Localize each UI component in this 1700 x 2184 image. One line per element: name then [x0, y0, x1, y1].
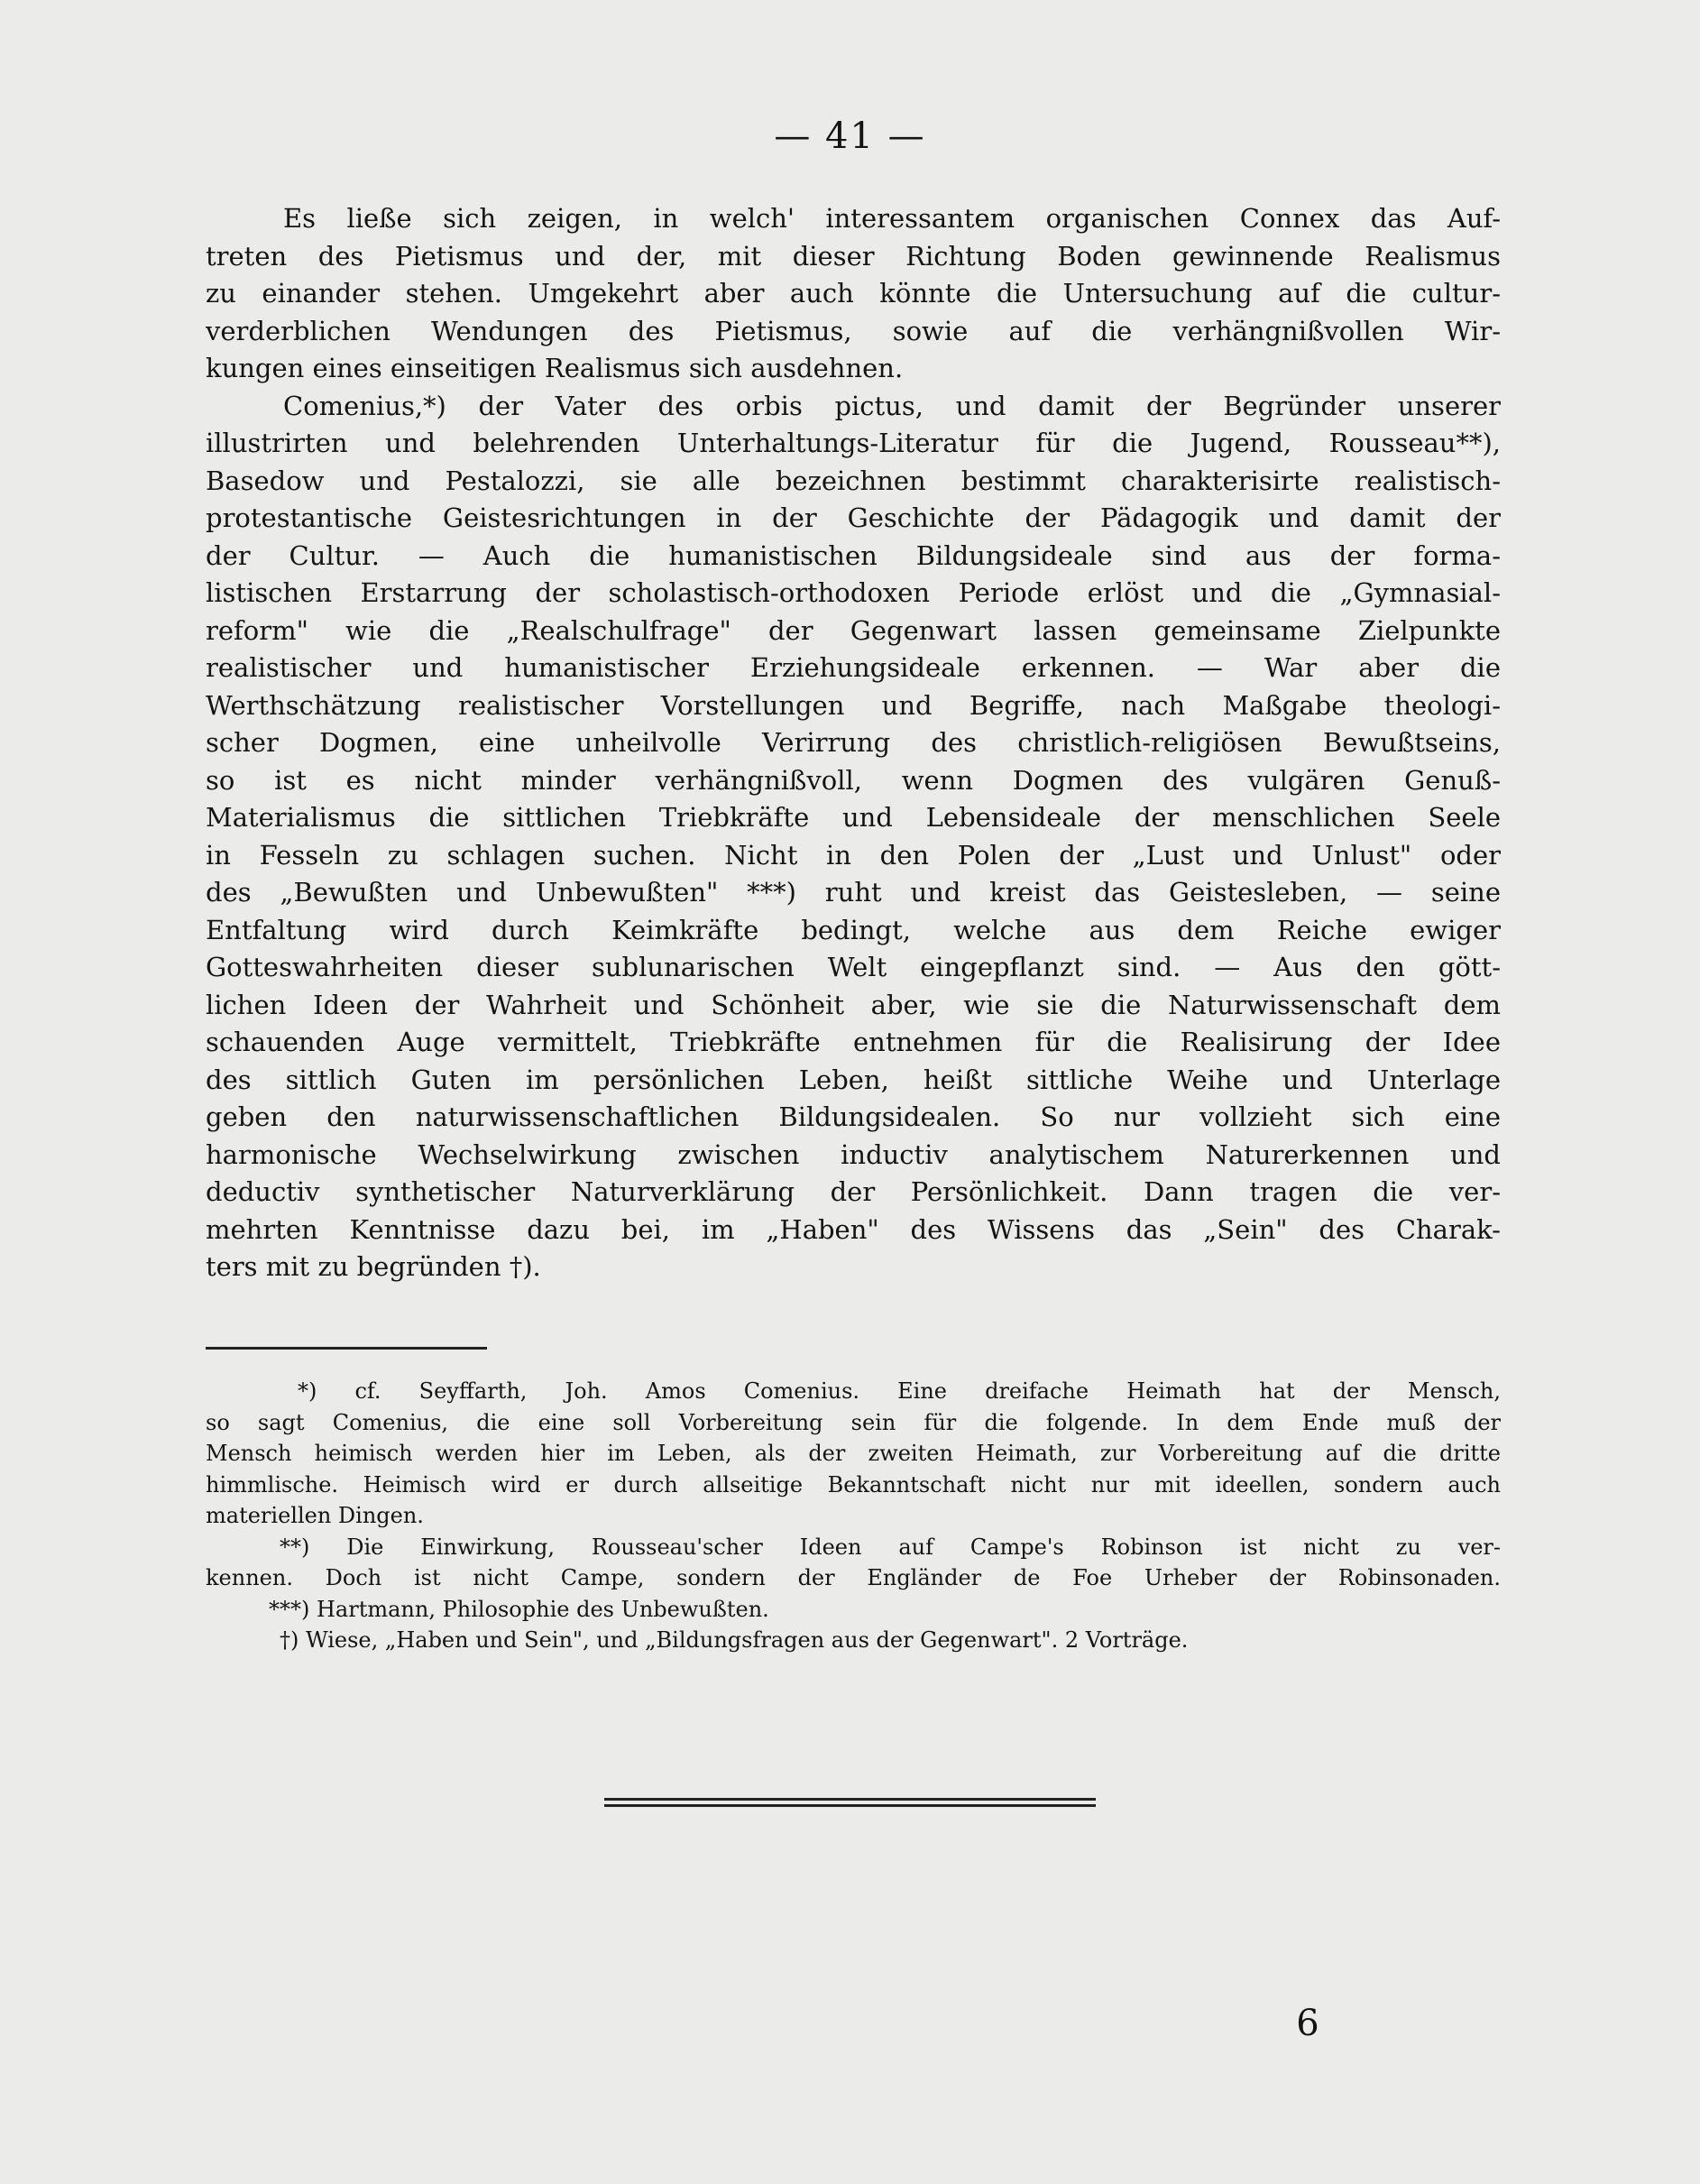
body-line: treten des Pietismus und der, mit dieser Richtung Boden gewinnende Realismus: [206, 240, 1501, 272]
body-line: harmonische Wechselwirkung zwischen inductiv analytischem Naturerkennen und: [206, 1138, 1501, 1170]
signature-number: 6: [1296, 2003, 1319, 2044]
body-line: schauenden Auge vermittelt, Triebkräfte entnehmen für die Realisirung der Idee: [206, 1027, 1501, 1057]
footnote-divider: [206, 1347, 487, 1350]
body-line: der Cultur. — Auch die humanistischen Bildungsideale sind aus der forma-: [206, 539, 1501, 571]
body-line: Werthschätzung realistischer Vorstellungen und Begriffe, nach Maßgabe theologi-: [206, 689, 1501, 721]
body-line: geben den naturwissenschaftlichen Bildungsidealen. So nur vollzieht sich eine: [206, 1101, 1501, 1132]
body-line: listischen Erstarrung der scholastisch-orthodoxen Periode erlöst und die „Gymnasial-: [206, 577, 1501, 608]
footnote-line: **) Die Einwirkung, Rousseau'scher Ideen auf Campe's Robinson ist nicht zu ver-: [280, 1534, 1501, 1560]
footnote-line: ***) Hartmann, Philosophie des Unbewußten.: [269, 1596, 769, 1622]
body-line: Basedow und Pestalozzi, sie alle bezeichnen bestimmt charakterisirte realistisch-: [206, 465, 1501, 496]
body-line: des sittlich Guten im persönlichen Leben, heißt sittliche Weihe und Unterlage: [206, 1064, 1501, 1095]
footnote-line: †) Wiese, „Haben und Sein", und „Bildungsfragen aus der Gegenwart". 2 Vorträge.: [280, 1627, 1189, 1653]
body-line: so ist es nicht minder verhängnißvoll, wenn Dogmen des vulgären Genuß-: [206, 764, 1501, 796]
body-line: ters mit zu begründen †).: [206, 1251, 541, 1282]
footnote-line: himmlische. Heimisch wird er durch allseitige Bekanntschaft nicht nur mit ideellen, sondern auch: [206, 1471, 1501, 1497]
body-line: Es ließe sich zeigen, in welch' interessantem organischen Connex das Auf-: [283, 203, 1501, 234]
footnote-line: kennen. Doch ist nicht Campe, sondern der Engländer de Foe Urheber der Robinsonaden.: [206, 1565, 1501, 1590]
body-text: [206, 200, 1501, 1286]
body-line: Materialismus die sittlichen Triebkräfte und Lebensideale der menschlichen Seele: [206, 802, 1501, 833]
page-header: — 41 —: [774, 115, 926, 157]
body-line: zu einander stehen. Umgekehrt aber auch könnte die Untersuchung auf die cultur-: [206, 278, 1501, 309]
footnote-line: *) cf. Seyffarth, Joh. Amos Comenius. Eine dreifache Heimath hat der Mensch,: [298, 1378, 1501, 1404]
body-line: verderblichen Wendungen des Pietismus, sowie auf die verhängnißvollen Wir-: [206, 315, 1501, 346]
body-line: des „Bewußten und Unbewußten" ***) ruht und kreist das Geistesleben, — seine: [206, 877, 1501, 908]
body-line: mehrten Kenntnisse dazu bei, im „Haben" des Wissens das „Sein" des Charak-: [206, 1213, 1501, 1245]
footnote-line: so sagt Comenius, die eine soll Vorbereitung sein für die folgende. In dem Ende muß der: [206, 1409, 1501, 1435]
footnote-line: materiellen Dingen.: [206, 1503, 424, 1528]
body-line: kungen eines einseitigen Realismus sich ausdehnen.: [206, 353, 904, 383]
body-line: lichen Ideen der Wahrheit und Schönheit aber, wie sie die Naturwissenschaft dem: [206, 989, 1501, 1020]
body-line: reform" wie die „Realschulfrage" der Gegenwart lassen gemeinsame Zielpunkte: [206, 614, 1501, 646]
body-line: scher Dogmen, eine unheilvolle Verirrung des christlich-religiösen Bewußtseins,: [206, 727, 1501, 758]
body-line: protestantische Geistesrichtungen in der Geschichte der Pädagogik und damit der: [206, 502, 1501, 533]
body-line: deductiv synthetischer Naturverklärung der Persönlichkeit. Dann tragen die ver-: [206, 1176, 1501, 1207]
body-line: Comenius,*) der Vater des orbis pictus, und damit der Begründer unserer: [283, 390, 1501, 421]
body-line: Entfaltung wird durch Keimkräfte bedingt, welche aus dem Reiche ewiger: [206, 914, 1501, 945]
footnotes: [206, 1376, 1501, 1656]
body-line: in Fesseln zu schlagen suchen. Nicht in den Polen der „Lust und Unlust" oder: [206, 839, 1501, 871]
closing-double-rule: [604, 1798, 1096, 1807]
body-line: illustrirten und belehrenden Unterhaltungs-Literatur für die Jugend, Rousseau**),: [206, 428, 1501, 458]
footnote-line: Mensch heimisch werden hier im Leben, als der zweiten Heimath, zur Vorbereitung auf die dritte: [206, 1441, 1501, 1466]
body-line: realistischer und humanistischer Erziehungsideale erkennen. — War aber die: [206, 652, 1501, 683]
body-line: Gotteswahrheiten dieser sublunarischen Welt eingepflanzt sind. — Aus den gött-: [206, 952, 1501, 982]
